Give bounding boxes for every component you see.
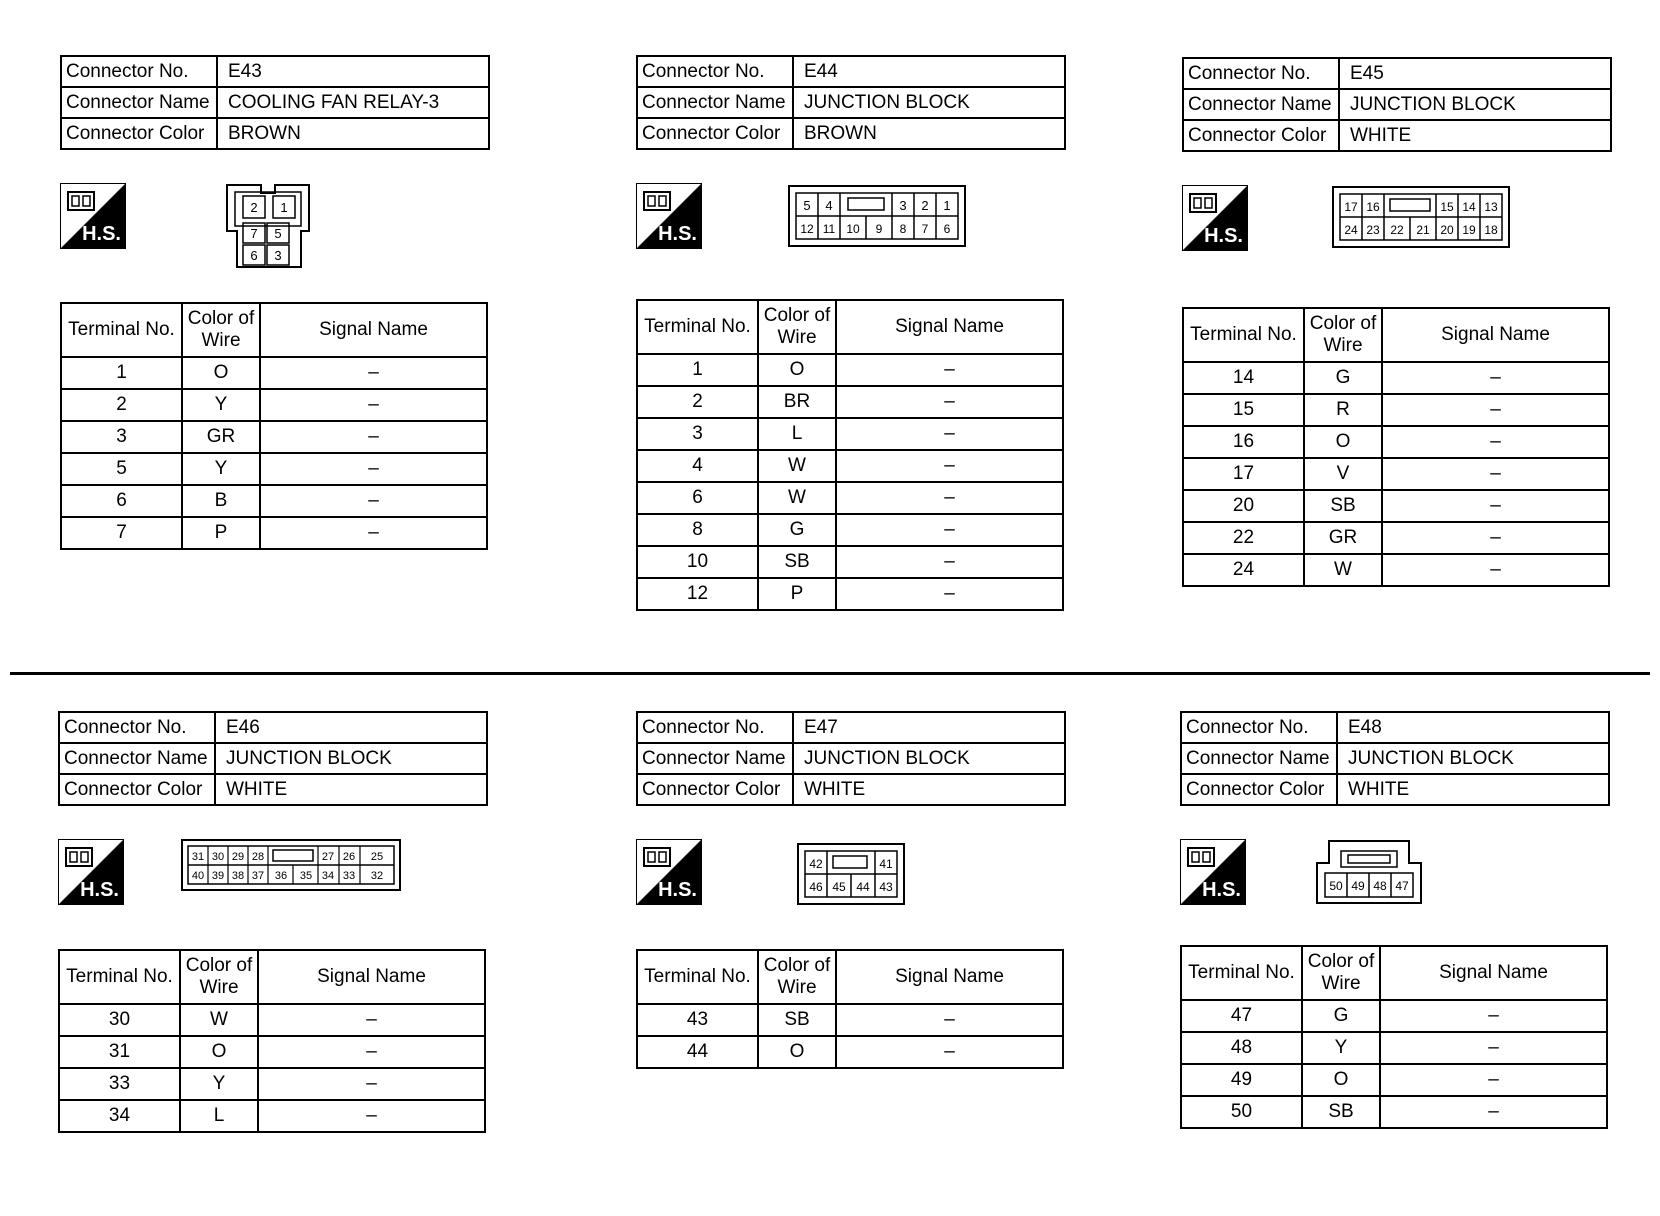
wire-color: O bbox=[1302, 1064, 1380, 1096]
wire-color: R bbox=[1304, 394, 1382, 426]
connector-no-value: E46 bbox=[215, 712, 487, 743]
connector-glyph-icon bbox=[64, 844, 94, 870]
signal-name: – bbox=[260, 485, 487, 517]
pin-label: 1 bbox=[943, 198, 951, 213]
pin-label: 16 bbox=[1366, 200, 1380, 214]
header-color-of-wire: Color of Wire bbox=[1302, 946, 1380, 1000]
pin-label: 39 bbox=[211, 870, 225, 882]
connector-info-table bbox=[58, 711, 488, 806]
connector-glyph-icon bbox=[642, 844, 672, 870]
signal-name: – bbox=[1382, 458, 1609, 490]
signal-name: – bbox=[258, 1100, 485, 1132]
wire-color: W bbox=[758, 450, 836, 482]
connector-glyph-icon bbox=[66, 188, 96, 214]
pin-label: 13 bbox=[1484, 200, 1498, 214]
pin-label: 20 bbox=[1440, 223, 1454, 237]
signal-name: – bbox=[1382, 362, 1609, 394]
signal-name: – bbox=[260, 517, 487, 549]
wire-color: O bbox=[758, 1036, 836, 1068]
table-row bbox=[637, 354, 1063, 386]
connector-color-value: WHITE bbox=[1339, 120, 1611, 151]
pin-label: 36 bbox=[274, 870, 288, 882]
pin-label: 41 bbox=[879, 857, 893, 871]
pin-label: 43 bbox=[879, 880, 893, 894]
table-row bbox=[61, 453, 487, 485]
terminal-table bbox=[60, 302, 488, 550]
pin-label: 3 bbox=[899, 198, 907, 213]
connector-face-diagram bbox=[1332, 186, 1510, 253]
label-connector-name: Connector Name bbox=[59, 743, 215, 774]
connector-color-value: WHITE bbox=[793, 774, 1065, 805]
table-row bbox=[637, 578, 1063, 610]
connector-name-value: JUNCTION BLOCK bbox=[793, 87, 1065, 118]
label-connector-no: Connector No. bbox=[637, 56, 793, 87]
pin-label: 26 bbox=[342, 851, 356, 863]
wire-color: W bbox=[1304, 554, 1382, 586]
hs-label: H.S. bbox=[82, 223, 121, 245]
hs-badge-icon bbox=[58, 839, 124, 905]
wire-color: L bbox=[180, 1100, 258, 1132]
connector-glyph-icon bbox=[1186, 844, 1216, 870]
signal-name: – bbox=[260, 389, 487, 421]
wire-color: L bbox=[758, 418, 836, 450]
signal-name: – bbox=[836, 386, 1063, 418]
wire-color: W bbox=[180, 1004, 258, 1036]
connector-color-value: BROWN bbox=[217, 118, 489, 149]
terminal-no: 30 bbox=[59, 1004, 180, 1036]
pin-label: 38 bbox=[231, 870, 245, 882]
pin-label: 6 bbox=[943, 222, 951, 236]
label-connector-color: Connector Color bbox=[1183, 120, 1339, 151]
table-row bbox=[1183, 426, 1609, 458]
connector-name-value: JUNCTION BLOCK bbox=[793, 743, 1065, 774]
connector-info-table bbox=[636, 55, 1066, 150]
table-row bbox=[637, 514, 1063, 546]
table-row bbox=[59, 1036, 485, 1068]
connector-name-value: JUNCTION BLOCK bbox=[1337, 743, 1609, 774]
pin-label: 44 bbox=[856, 880, 870, 894]
pin-label: 33 bbox=[342, 870, 356, 882]
connector-color-value: BROWN bbox=[793, 118, 1065, 149]
wire-color: Y bbox=[1302, 1032, 1380, 1064]
pin-label: 47 bbox=[1395, 879, 1409, 893]
connector-no-value: E47 bbox=[793, 712, 1065, 743]
label-connector-color: Connector Color bbox=[1181, 774, 1337, 805]
terminal-no: 2 bbox=[637, 386, 758, 418]
pin-label: 40 bbox=[191, 870, 205, 882]
hs-badge-icon bbox=[60, 183, 126, 249]
wire-color: G bbox=[1302, 1000, 1380, 1032]
pin-label: 5 bbox=[274, 226, 282, 241]
signal-name: – bbox=[836, 418, 1063, 450]
signal-name: – bbox=[836, 578, 1063, 610]
pin-label: 18 bbox=[1484, 223, 1498, 237]
pin-label: 45 bbox=[832, 880, 846, 894]
pin-label: 32 bbox=[370, 870, 384, 882]
connector-name-value: COOLING FAN RELAY-3 bbox=[217, 87, 489, 118]
signal-name: – bbox=[1382, 394, 1609, 426]
hs-label: H.S. bbox=[658, 223, 697, 245]
pin-label: 2 bbox=[250, 200, 258, 215]
wire-color: P bbox=[182, 517, 260, 549]
pin-label: 46 bbox=[809, 880, 823, 894]
pin-label: 48 bbox=[1373, 879, 1387, 893]
terminal-no: 3 bbox=[61, 421, 182, 453]
table-row bbox=[61, 517, 487, 549]
signal-name: – bbox=[260, 453, 487, 485]
hs-badge-icon bbox=[636, 839, 702, 905]
wire-color: P bbox=[758, 578, 836, 610]
label-connector-name: Connector Name bbox=[637, 87, 793, 118]
header-terminal-no: Terminal No. bbox=[637, 300, 758, 354]
signal-name: – bbox=[258, 1036, 485, 1068]
pin-label: 25 bbox=[370, 851, 384, 863]
terminal-no: 17 bbox=[1183, 458, 1304, 490]
signal-name: – bbox=[836, 1004, 1063, 1036]
pin-label: 29 bbox=[231, 851, 245, 863]
pin-label: 12 bbox=[800, 222, 814, 236]
label-connector-name: Connector Name bbox=[1181, 743, 1337, 774]
table-row bbox=[637, 546, 1063, 578]
header-color-of-wire: Color of Wire bbox=[180, 950, 258, 1004]
header-terminal-no: Terminal No. bbox=[61, 303, 182, 357]
wire-color: W bbox=[758, 482, 836, 514]
terminal-no: 8 bbox=[637, 514, 758, 546]
connector-no-value: E43 bbox=[217, 56, 489, 87]
table-row bbox=[1181, 1064, 1607, 1096]
label-connector-no: Connector No. bbox=[61, 56, 217, 87]
signal-name: – bbox=[836, 450, 1063, 482]
terminal-no: 10 bbox=[637, 546, 758, 578]
terminal-no: 1 bbox=[61, 357, 182, 389]
terminal-no: 16 bbox=[1183, 426, 1304, 458]
label-connector-color: Connector Color bbox=[637, 774, 793, 805]
header-terminal-no: Terminal No. bbox=[637, 950, 758, 1004]
pin-label: 15 bbox=[1440, 200, 1454, 214]
wire-color: SB bbox=[1302, 1096, 1380, 1128]
hs-label: H.S. bbox=[1202, 879, 1241, 901]
connector-glyph-icon bbox=[1188, 190, 1218, 216]
pin-label: 7 bbox=[921, 222, 929, 236]
connector-info-table bbox=[1180, 711, 1610, 806]
header-signal-name: Signal Name bbox=[258, 950, 485, 1004]
header-signal-name: Signal Name bbox=[260, 303, 487, 357]
connector-no-value: E45 bbox=[1339, 58, 1611, 89]
table-row bbox=[637, 482, 1063, 514]
wire-color: O bbox=[180, 1036, 258, 1068]
header-terminal-no: Terminal No. bbox=[1181, 946, 1302, 1000]
label-connector-color: Connector Color bbox=[61, 118, 217, 149]
terminal-no: 49 bbox=[1181, 1064, 1302, 1096]
pin-label: 5 bbox=[803, 198, 811, 213]
wire-color: O bbox=[1304, 426, 1382, 458]
terminal-no: 20 bbox=[1183, 490, 1304, 522]
header-color-of-wire: Color of Wire bbox=[758, 950, 836, 1004]
connector-glyph-icon bbox=[642, 188, 672, 214]
connector-info-table bbox=[1182, 57, 1612, 152]
label-connector-no: Connector No. bbox=[1181, 712, 1337, 743]
pin-label: 22 bbox=[1390, 223, 1404, 237]
pin-label: 49 bbox=[1351, 879, 1365, 893]
label-connector-color: Connector Color bbox=[59, 774, 215, 805]
terminal-no: 6 bbox=[61, 485, 182, 517]
wire-color: BR bbox=[758, 386, 836, 418]
pin-label: 4 bbox=[825, 198, 833, 213]
terminal-table bbox=[636, 949, 1064, 1069]
connector-color-value: WHITE bbox=[215, 774, 487, 805]
terminal-no: 24 bbox=[1183, 554, 1304, 586]
signal-name: – bbox=[1382, 490, 1609, 522]
table-row bbox=[637, 450, 1063, 482]
signal-name: – bbox=[258, 1068, 485, 1100]
pin-label: 3 bbox=[274, 248, 282, 263]
connector-info-table bbox=[636, 711, 1066, 806]
wire-color: V bbox=[1304, 458, 1382, 490]
wire-color: GR bbox=[1304, 522, 1382, 554]
label-connector-name: Connector Name bbox=[637, 743, 793, 774]
wire-color: Y bbox=[180, 1068, 258, 1100]
header-color-of-wire: Color of Wire bbox=[182, 303, 260, 357]
terminal-no: 4 bbox=[637, 450, 758, 482]
terminal-no: 6 bbox=[637, 482, 758, 514]
connector-name-value: JUNCTION BLOCK bbox=[215, 743, 487, 774]
header-signal-name: Signal Name bbox=[836, 300, 1063, 354]
table-row bbox=[1183, 394, 1609, 426]
wire-color: O bbox=[758, 354, 836, 386]
label-connector-no: Connector No. bbox=[637, 712, 793, 743]
table-row bbox=[1181, 1000, 1607, 1032]
terminal-no: 34 bbox=[59, 1100, 180, 1132]
terminal-table bbox=[636, 299, 1064, 611]
pin-label: 17 bbox=[1344, 200, 1358, 214]
wire-color: Y bbox=[182, 389, 260, 421]
wire-color: Y bbox=[182, 453, 260, 485]
signal-name: – bbox=[258, 1004, 485, 1036]
terminal-no: 7 bbox=[61, 517, 182, 549]
pin-label: 24 bbox=[1344, 223, 1358, 237]
signal-name: – bbox=[1380, 1032, 1607, 1064]
header-color-of-wire: Color of Wire bbox=[758, 300, 836, 354]
terminal-table bbox=[1182, 307, 1610, 587]
signal-name: – bbox=[1380, 1000, 1607, 1032]
terminal-no: 33 bbox=[59, 1068, 180, 1100]
pin-label: 30 bbox=[211, 851, 225, 863]
signal-name: – bbox=[836, 514, 1063, 546]
connector-face-diagram bbox=[788, 185, 966, 252]
terminal-no: 14 bbox=[1183, 362, 1304, 394]
table-row bbox=[61, 485, 487, 517]
terminal-no: 50 bbox=[1181, 1096, 1302, 1128]
terminal-no: 22 bbox=[1183, 522, 1304, 554]
wire-color: G bbox=[1304, 362, 1382, 394]
pin-label: 7 bbox=[250, 226, 258, 241]
header-terminal-no: Terminal No. bbox=[1183, 308, 1304, 362]
connector-face-diagram bbox=[181, 839, 401, 896]
pin-label: 10 bbox=[846, 222, 860, 236]
wire-color: B bbox=[182, 485, 260, 517]
terminal-no: 15 bbox=[1183, 394, 1304, 426]
table-row bbox=[637, 1036, 1063, 1068]
terminal-no: 12 bbox=[637, 578, 758, 610]
signal-name: – bbox=[260, 421, 487, 453]
pin-label: 1 bbox=[280, 200, 288, 215]
connector-face-diagram bbox=[1315, 839, 1423, 910]
signal-name: – bbox=[1380, 1096, 1607, 1128]
signal-name: – bbox=[1382, 554, 1609, 586]
pin-label: 8 bbox=[899, 222, 907, 236]
table-row bbox=[59, 1100, 485, 1132]
signal-name: – bbox=[1382, 522, 1609, 554]
table-row bbox=[59, 1068, 485, 1100]
signal-name: – bbox=[1382, 426, 1609, 458]
wire-color: SB bbox=[758, 1004, 836, 1036]
pin-label: 34 bbox=[321, 870, 335, 882]
terminal-no: 48 bbox=[1181, 1032, 1302, 1064]
wire-color: G bbox=[758, 514, 836, 546]
section-divider bbox=[10, 672, 1650, 675]
label-connector-color: Connector Color bbox=[637, 118, 793, 149]
table-row bbox=[1183, 362, 1609, 394]
table-row bbox=[1183, 522, 1609, 554]
connector-color-value: WHITE bbox=[1337, 774, 1609, 805]
wire-color: SB bbox=[1304, 490, 1382, 522]
connector-name-value: JUNCTION BLOCK bbox=[1339, 89, 1611, 120]
pin-label: 21 bbox=[1416, 223, 1430, 237]
terminal-table bbox=[1180, 945, 1608, 1129]
table-row bbox=[61, 421, 487, 453]
pin-label: 42 bbox=[809, 857, 823, 871]
connector-face-diagram bbox=[797, 843, 905, 910]
hs-badge-icon bbox=[1180, 839, 1246, 905]
wire-color: O bbox=[182, 357, 260, 389]
signal-name: – bbox=[1380, 1064, 1607, 1096]
header-signal-name: Signal Name bbox=[836, 950, 1063, 1004]
terminal-no: 2 bbox=[61, 389, 182, 421]
table-row bbox=[637, 386, 1063, 418]
table-row bbox=[1181, 1096, 1607, 1128]
table-row bbox=[1183, 458, 1609, 490]
signal-name: – bbox=[836, 1036, 1063, 1068]
pin-label: 6 bbox=[250, 248, 258, 263]
terminal-no: 47 bbox=[1181, 1000, 1302, 1032]
hs-badge-icon bbox=[1182, 185, 1248, 251]
terminal-no: 43 bbox=[637, 1004, 758, 1036]
header-signal-name: Signal Name bbox=[1380, 946, 1607, 1000]
hs-label: H.S. bbox=[658, 879, 697, 901]
pin-label: 35 bbox=[299, 870, 313, 882]
connector-face-diagram bbox=[225, 183, 311, 274]
table-row bbox=[1183, 490, 1609, 522]
pin-label: 9 bbox=[875, 222, 883, 236]
signal-name: – bbox=[836, 482, 1063, 514]
signal-name: – bbox=[836, 546, 1063, 578]
pin-label: 19 bbox=[1462, 223, 1476, 237]
terminal-no: 1 bbox=[637, 354, 758, 386]
terminal-table bbox=[58, 949, 486, 1133]
pin-label: 2 bbox=[921, 198, 929, 213]
terminal-no: 5 bbox=[61, 453, 182, 485]
header-signal-name: Signal Name bbox=[1382, 308, 1609, 362]
label-connector-no: Connector No. bbox=[59, 712, 215, 743]
connector-no-value: E44 bbox=[793, 56, 1065, 87]
table-row bbox=[61, 389, 487, 421]
pin-label: 50 bbox=[1329, 879, 1343, 893]
label-connector-name: Connector Name bbox=[1183, 89, 1339, 120]
table-row bbox=[637, 418, 1063, 450]
table-row bbox=[1183, 554, 1609, 586]
table-row bbox=[61, 357, 487, 389]
terminal-no: 3 bbox=[637, 418, 758, 450]
header-terminal-no: Terminal No. bbox=[59, 950, 180, 1004]
table-row bbox=[59, 1004, 485, 1036]
signal-name: – bbox=[836, 354, 1063, 386]
pin-label: 31 bbox=[191, 851, 205, 863]
connector-info-table bbox=[60, 55, 490, 150]
connector-no-value: E48 bbox=[1337, 712, 1609, 743]
pin-label: 27 bbox=[321, 851, 335, 863]
terminal-no: 31 bbox=[59, 1036, 180, 1068]
header-color-of-wire: Color of Wire bbox=[1304, 308, 1382, 362]
label-connector-name: Connector Name bbox=[61, 87, 217, 118]
table-row bbox=[637, 1004, 1063, 1036]
pin-label: 11 bbox=[822, 222, 836, 236]
hs-badge-icon bbox=[636, 183, 702, 249]
wire-color: SB bbox=[758, 546, 836, 578]
wire-color: GR bbox=[182, 421, 260, 453]
pin-label: 37 bbox=[251, 870, 265, 882]
terminal-no: 44 bbox=[637, 1036, 758, 1068]
pin-label: 14 bbox=[1462, 200, 1476, 214]
label-connector-no: Connector No. bbox=[1183, 58, 1339, 89]
hs-label: H.S. bbox=[1204, 225, 1243, 247]
hs-label: H.S. bbox=[80, 879, 119, 901]
table-row bbox=[1181, 1032, 1607, 1064]
pin-label: 28 bbox=[251, 851, 265, 863]
pin-label: 23 bbox=[1366, 223, 1380, 237]
signal-name: – bbox=[260, 357, 487, 389]
